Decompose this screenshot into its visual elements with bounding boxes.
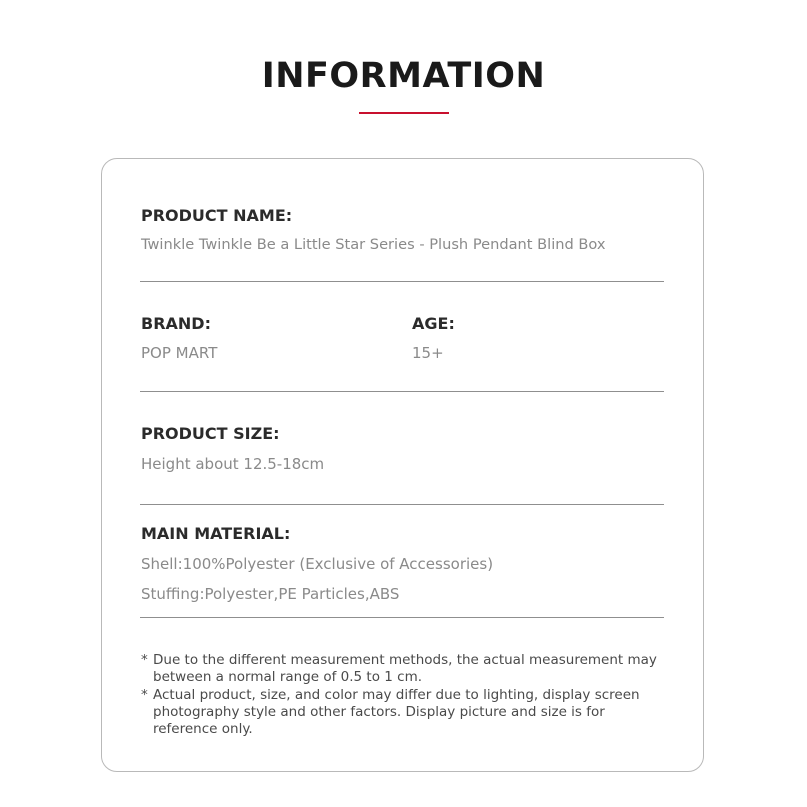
page-title: INFORMATION [261, 56, 546, 96]
product-name-label: PRODUCT NAME: [141, 206, 293, 225]
product-name-value: Twinkle Twinkle Be a Little Star Series - Plush Pendant Blind Box [141, 236, 606, 253]
note-text: Due to the different measurement methods, the actual measurement may between a normal range of 0.5 to 1 cm. [153, 652, 657, 685]
divider-2 [140, 391, 664, 392]
divider-4 [140, 617, 664, 618]
note-text: Actual product, size, and color may differ due to lighting, display screen photography style and other factors. Display picture and size is for reference only. [153, 687, 640, 737]
product-size-label: PRODUCT SIZE: [141, 424, 280, 443]
product-size-value: Height about 12.5-18cm [141, 455, 325, 473]
disclaimer-notes [141, 652, 671, 738]
age-value: 15+ [412, 344, 444, 362]
title-underline [359, 112, 449, 114]
brand-label: BRAND: [141, 314, 211, 333]
note-item [141, 652, 671, 686]
note-item [141, 687, 671, 738]
main-material-stuffing: Stuffing:Polyester,PE Particles,ABS [141, 585, 400, 603]
main-material-label: MAIN MATERIAL: [141, 524, 291, 543]
divider-1 [140, 281, 664, 282]
asterisk-bullet: * [141, 652, 148, 668]
brand-value: POP MART [141, 344, 218, 362]
main-material-shell: Shell:100%Polyester (Exclusive of Accessories) [141, 555, 494, 573]
asterisk-bullet: * [141, 687, 148, 703]
divider-3 [140, 504, 664, 505]
age-label: AGE: [412, 314, 455, 333]
